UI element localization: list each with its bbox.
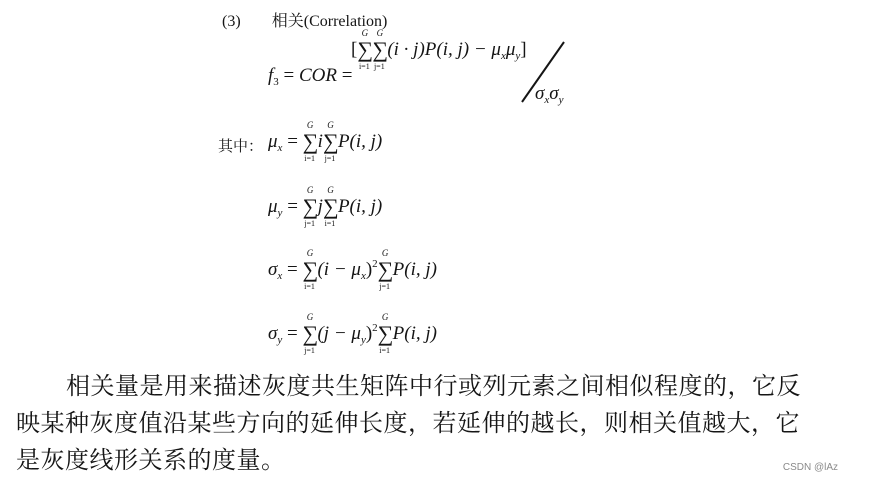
paragraph-line: 是灰度线形关系的度量。	[16, 446, 286, 474]
equation-sigma-x: $\sigma_x$ = ∑ G i=1 $(i - \mu_x)^2\sum$ G j=1 P(i, j)	[268, 248, 437, 291]
paragraph-line: 相关量是用来描述灰度共生矩阵中行或列元素之间相似程度的，它反	[66, 372, 801, 400]
equation-mu-x: $\mu_x$ = ∑ G i=1 i∑ G j=1 P(i, j)	[268, 120, 383, 163]
equation-mu-y: $\mu_y$ = ∑ G j=1 j∑ G i=1 P(i, j)	[268, 185, 383, 228]
sum-symbol: ∑ G i=1	[302, 248, 319, 291]
sum-symbol: ∑ G j=1	[302, 185, 319, 228]
sum-symbol-i: ∑ G i=1	[357, 28, 374, 71]
sum-symbol-j: ∑ G j=1	[372, 28, 389, 71]
section-title-en: (Correlation)	[303, 13, 388, 30]
watermark: CSDN @lAz	[782, 462, 838, 473]
f3-inner-term: (i · j)P(i, j) − μ	[387, 39, 501, 60]
equation-f3-lhs: $f_3$ = COR =	[268, 65, 353, 88]
description-paragraph	[16, 368, 866, 479]
where-label: 其中：	[218, 137, 264, 155]
equation-f3-numerator: [∑ G i=1 ∑ G j=1 (i · j)P(i, $j) - \mu_x\mu_y$]	[351, 28, 527, 71]
equation-sigma-y: $\sigma_y$ = ∑ G j=1 $(j - \mu_y)^2\sum$ G i=1 P(i, j)	[268, 312, 437, 355]
section-number: (3)	[222, 13, 241, 30]
sum-symbol: ∑ G i=1	[322, 185, 339, 228]
sum-symbol: ∑ G j=1	[322, 120, 339, 163]
paragraph-line: 映某种灰度值沿某些方向的延伸长度，若延伸的越长，则相关值越大，它	[16, 409, 800, 437]
sum-symbol: ∑ G j=1	[302, 312, 319, 355]
sum-symbol: ∑ G i=1	[302, 120, 319, 163]
sum-symbol: ∑ G i=1	[377, 312, 394, 355]
equation-f3-denominator: $\sigma_x\sigma_y$	[535, 83, 564, 106]
sum-symbol: ∑ G j=1	[377, 248, 394, 291]
section-title-cn: 相关	[271, 11, 304, 30]
